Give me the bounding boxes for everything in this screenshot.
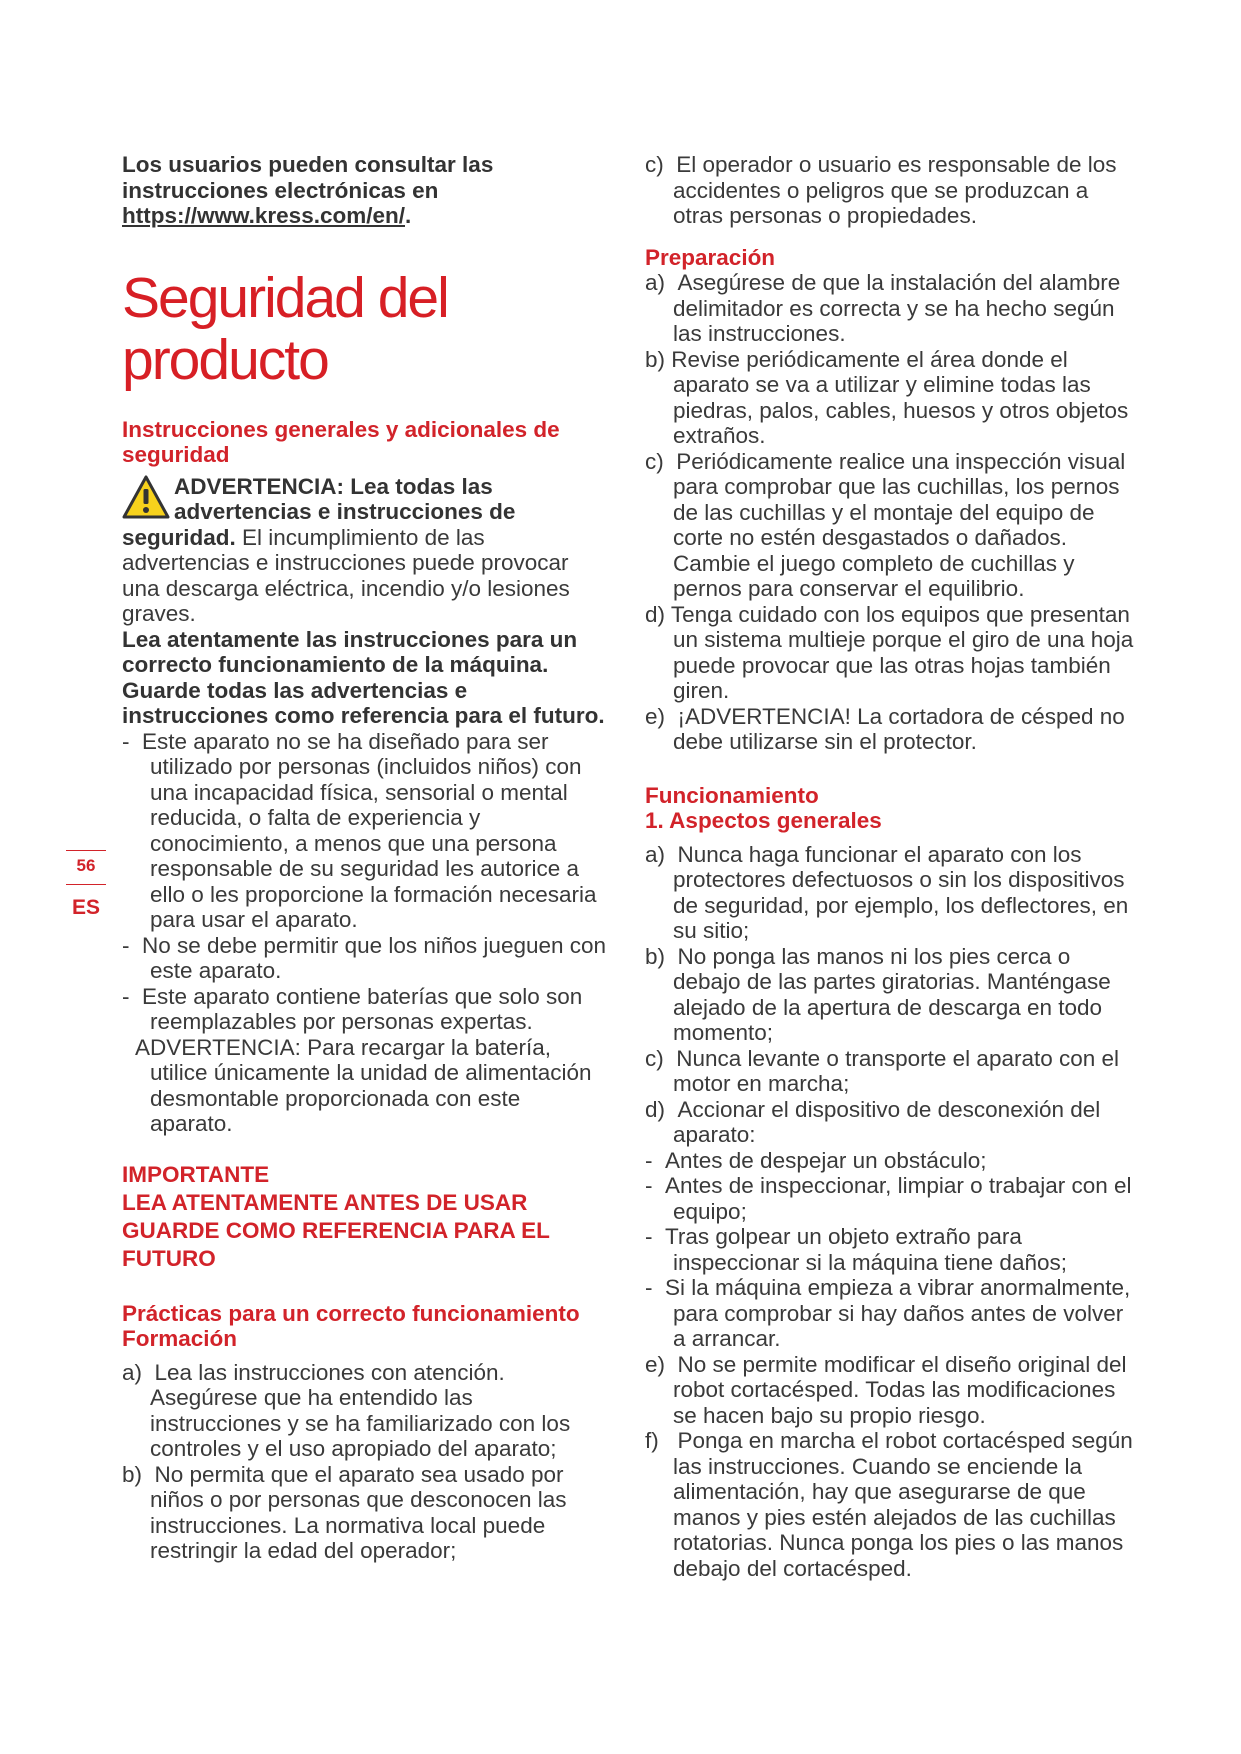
page-number: 56 [76, 856, 96, 875]
warning-bold-text: ADVERTENCIA: Lea todas las advertencias e instrucciones de seguridad. [122, 473, 516, 550]
operation-heading: Funcionamiento [645, 782, 819, 808]
training-list [122, 1360, 607, 1564]
right-column [645, 152, 1135, 1581]
list-item: e) No se permite modificar el diseño original del robot cortacésped. Todas las modificaciones se hacen bajo su propio riesgo. [645, 1351, 1127, 1428]
manual-link[interactable]: https://www.kress.com/en/ [122, 203, 405, 228]
list-item: - Antes de inspeccionar, limpiar o trabajar con el equipo; [645, 1173, 1132, 1224]
intro-paragraph [122, 152, 607, 229]
list-item: c) Nunca levante o transporte el aparato con el motor en marcha; [645, 1045, 1120, 1096]
general-aspects-heading: 1. Aspectos generales [645, 808, 882, 833]
list-item: - Este aparato contiene baterías que solo son reemplazables por personas expertas. [122, 983, 583, 1034]
page-tab-divider-bottom [66, 884, 106, 885]
section-heading-safety: Instrucciones generales y adicionales de seguridad [122, 416, 560, 467]
list-item: - Antes de despejar un obstáculo; [645, 1147, 987, 1173]
list-item: - Este aparato no se ha diseñado para ser utilizado por personas (incluidos niños) con una incapacidad física, sensorial o mental reducida, o falta de experiencia y conocimiento, a menos que una persona responsable de su seguridad les autorice a ello o les proporcione la formación necesaria para usar el aparato. [122, 728, 597, 932]
read-instructions-paragraph: Lea atentamente las instrucciones para un correcto funcionamiento de la máquina. Guarde todas las advertencias e instrucciones como referencia para el futuro. [122, 626, 605, 728]
list-item: a) Lea las instrucciones con atención. Asegúrese que ha entendido las instrucciones y se ha familiarizado con los controles y el uso apropiado del aparato; [122, 1359, 571, 1461]
warning-block [122, 474, 607, 627]
list-item: c) El operador o usuario es responsable de los accidentes o peligros que se produzcan a otras personas o propiedades. [645, 152, 1117, 228]
left-column [122, 152, 607, 1564]
language-code: ES [71, 896, 100, 919]
list-item: b) No permita que el aparato sea usado por niños o por personas que desconocen las instrucciones. La normativa local puede restringir la edad del operador; [122, 1461, 567, 1563]
list-item: a) Nunca haga funcionar el aparato con los protectores defectuosos o sin los dispositivos de seguridad, por ejemplo, los deflectores, en su sitio; [645, 841, 1129, 943]
warning-text: El incumplimiento de las advertencias e instrucciones puede provocar una descarga eléctrica, incendio y/o lesiones graves. [122, 524, 570, 626]
page-tab-divider-top [66, 850, 106, 851]
preparation-heading: Preparación [645, 244, 776, 270]
operation-list [645, 842, 1135, 1582]
battery-warning: ADVERTENCIA: Para recargar la batería, utilice únicamente la unidad de alimentación desmontable proporcionada con este aparato. [135, 1034, 592, 1136]
important-line-3: GUARDE COMO REFERENCIA PARA EL FUTURO [122, 1217, 550, 1271]
list-item: f) Ponga en marcha el robot cortacésped según las instrucciones. Cuando se enciende la alimentación, hay que asegurarse de que manos y pies estén alejados de las cuchillas rotatorias. Nunca ponga los pies o las manos debajo del cortacésped. [645, 1428, 1133, 1581]
list-item: - No se debe permitir que los niños jueguen con este aparato. [122, 932, 607, 983]
list-item: - Si la máquina empieza a vibrar anormalmente, para comprobar si hay daños antes de volver a arrancar. [645, 1275, 1131, 1351]
intro-end: . [405, 203, 412, 228]
important-notice [122, 1161, 607, 1273]
intro-text: Los usuarios pueden consultar las instrucciones electrónicas en [122, 152, 494, 203]
list-item: d) Accionar el dispositivo de desconexión del aparato: [645, 1096, 1101, 1147]
title-line-2: producto [122, 327, 328, 392]
list-item: e) ¡ADVERTENCIA! La cortadora de césped no debe utilizarse sin el protector. [645, 703, 1125, 754]
important-line-1: IMPORTANTE [122, 1161, 270, 1187]
list-item: c) Periódicamente realice una inspección visual para comprobar que las cuchillas, los pernos de las cuchillas y el montaje del equipo de corte no estén desgastados o dañados. Cambie el juego completo de cuchillas y pernos para conservar el equilibrio. [645, 448, 1126, 601]
list-item: d) Tenga cuidado con los equipos que presentan un sistema multieje porque el giro de una hoja puede provocar que las otras hojas también giren. [645, 601, 1134, 703]
important-line-2: LEA ATENTAMENTE ANTES DE USAR [122, 1189, 528, 1215]
list-item: a) Asegúrese de que la instalación del alambre delimitador es correcta y se ha hecho según las instrucciones. [645, 270, 1121, 346]
list-item: - Tras golpear un objeto extraño para inspeccionar si la máquina tiene daños; [645, 1224, 1067, 1275]
warning-triangle-icon [122, 474, 170, 520]
list-item: b) Revise periódicamente el área donde el aparato se va a utilizar y elimine todas las piedras, palos, cables, huesos y otros objetos extraños. [645, 346, 1129, 448]
training-heading: Formación [122, 1326, 238, 1351]
practices-heading: Prácticas para un correcto funcionamiento [122, 1300, 580, 1326]
title-line-1: Seguridad del [122, 265, 448, 330]
list-item: b) No ponga las manos ni los pies cerca o debajo de las partes giratorias. Manténgase alejado de la apertura de descarga en todo momento; [645, 943, 1111, 1045]
page-title [122, 267, 607, 391]
